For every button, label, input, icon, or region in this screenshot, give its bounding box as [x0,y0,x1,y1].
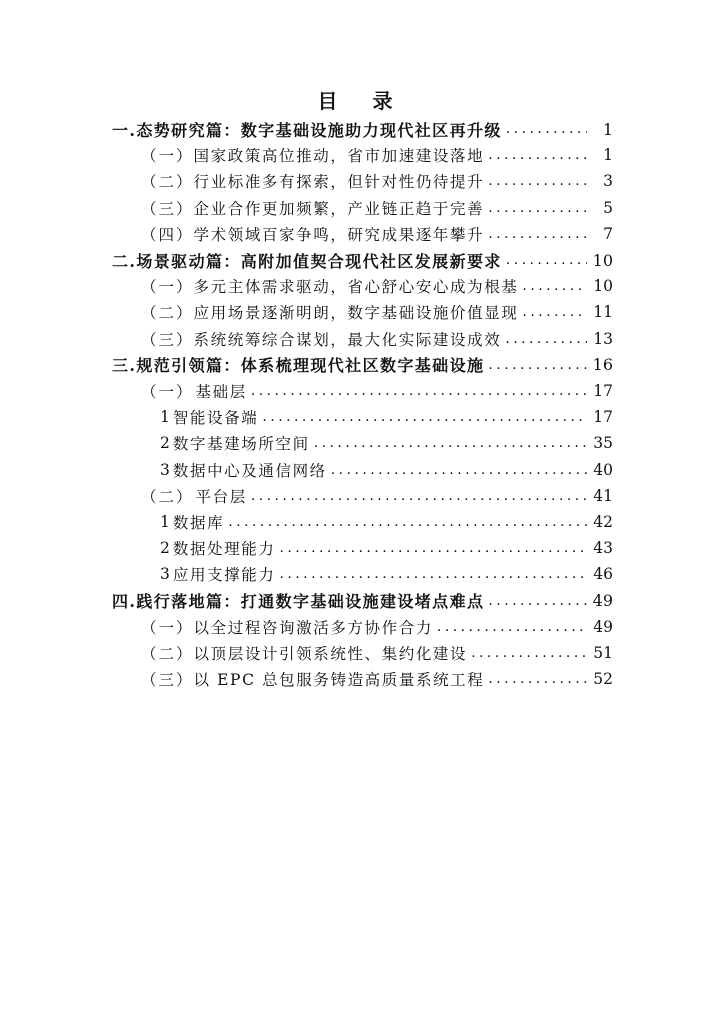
toc-entry-title: 国家政策高位推动，省市加速建设落地 [193,147,485,166]
toc-dot-leader [488,226,587,242]
toc-entry-number: （一） [141,278,194,297]
toc-entry-title: 态势研究篇：数字基础设施助力现代社区再升级 [136,120,502,140]
toc-entry-number: 三. [112,356,137,376]
toc-entry-level2[interactable] [141,666,613,692]
toc-entry-number: 3 [160,565,170,584]
toc-entry-title: 数字基建场所空间 [172,435,310,454]
toc-entry-number: （二） [141,304,194,323]
toc-entry-level1[interactable] [112,352,613,378]
toc-entry-level2[interactable] [141,640,613,666]
toc-page-number: 49 [592,591,613,611]
toc-dot-leader [488,671,587,687]
toc-page-number: 40 [593,460,613,479]
toc-dot-leader [314,435,587,451]
toc-entry-level3[interactable] [160,561,613,587]
toc-entry-title: 智能设备端 [172,409,259,428]
toc-entry-level2[interactable] [141,221,613,247]
toc-entry-number: 二. [112,251,137,271]
toc-entry-title: 学术领域百家争鸣，研究成果逐年攀升 [193,225,485,244]
toc-page-number: 7 [603,224,613,243]
toc-entry-number: 3 [160,460,170,479]
toc-page-number: 49 [593,617,613,636]
toc-entry-level1[interactable] [112,588,613,614]
toc-entry-title: 基础层 [195,383,247,401]
toc-page-number: 17 [593,408,613,427]
toc-entry-number: （一） [141,383,194,401]
toc-entry-title: 以顶层设计引领系统性、集约化建设 [193,645,468,663]
toc-dot-leader [506,121,587,137]
toc-dot-leader [251,383,587,399]
toc-entry-level3[interactable] [160,404,613,430]
toc-dot-leader [488,173,587,189]
toc-entry-title: 平台层 [195,487,247,506]
toc-dot-leader [437,619,587,635]
toc-entry-level2[interactable] [141,195,613,221]
toc-page-number: 17 [593,382,613,400]
toc-entry-number: （三） [141,330,194,349]
toc-entry-number: 2 [160,434,170,453]
toc-dot-leader [522,304,587,320]
toc-entry-number: 四. [112,592,137,612]
toc-dot-leader [331,462,587,478]
toc-page-number: 11 [593,303,613,322]
toc-entry-number: （三） [141,199,194,218]
toc-page-number: 35 [593,434,613,453]
toc-entry-title: 数据中心及通信网络 [172,461,327,480]
toc-page-number: 43 [593,539,613,558]
toc-page-number: 52 [593,670,613,689]
toc-entry-level2[interactable] [141,299,613,325]
toc-entry-level3[interactable] [160,535,613,561]
toc-entry-title: 应用支撑能力 [172,566,276,585]
toc-entry-level2[interactable] [141,614,613,640]
toc-entry-level2[interactable] [141,483,613,509]
toc-entry-number: 一. [112,120,137,140]
toc-dot-leader [262,409,587,425]
toc-dot-leader [505,331,587,347]
toc-entry-title: 数据处理能力 [172,540,276,559]
toc-dot-leader [279,566,587,582]
toc-dot-leader [251,488,587,504]
toc-entry-level3[interactable] [160,430,613,456]
toc-entry-title: 多元主体需求驱动，省心舒心安心成为根基 [193,278,519,297]
toc-page-number: 10 [592,250,613,270]
toc-page-number: 16 [592,355,613,375]
toc-entry-title: 数据库 [172,514,225,532]
toc-page-number: 5 [603,198,613,217]
toc-entry-title: 以全过程咨询激活多方协作合力 [193,618,433,637]
toc-entry-level2[interactable] [141,326,613,352]
toc-entry-number: 2 [160,539,170,558]
toc-entry-title: 系统统筹综合谋划，最大化实际建设成效 [193,330,502,349]
toc-entry-title: 行业标准多有探索，但针对性仍待提升 [193,173,485,192]
toc-entry-title: 企业合作更加频繁，产业链正趋于完善 [193,199,485,218]
toc-entry-title: 场景驱动篇：高附加值契合现代社区发展新要求 [136,251,502,271]
toc-entry-number: （一） [141,147,194,166]
toc-entry-number: （二） [141,173,194,192]
toc-dot-leader [228,514,587,530]
toc-entry-level3[interactable] [160,457,613,483]
toc-page-number: 3 [603,172,613,191]
toc-entry-level1[interactable] [112,116,613,142]
toc-entry-number: （一） [141,618,194,637]
toc-entry-number: 1 [160,513,170,531]
toc-entry-title: 以 EPC 总包服务铸造高质量系统工程 [193,671,485,690]
toc-entry-number: 1 [160,408,170,427]
toc-page-number: 41 [593,486,613,505]
toc-entry-level1[interactable] [112,247,613,273]
toc-dot-leader [522,278,587,294]
toc-entry-title: 应用场景逐渐明朗，数字基础设施价值显现 [193,304,519,323]
toc-entry-level3[interactable] [160,509,613,535]
toc-dot-leader [488,200,587,216]
toc-page-number: 42 [593,513,613,531]
toc-page-number: 10 [593,277,613,296]
toc-entry-title: 践行落地篇：打通数字基础设施建设堵点难点 [136,592,485,612]
toc-dot-leader [279,540,587,556]
toc-entry-level2[interactable] [141,378,613,404]
toc-entry-level2[interactable] [141,142,613,168]
toc-dot-leader [506,252,587,268]
toc-entry-level2[interactable] [141,273,613,299]
toc-dot-leader [488,147,587,163]
toc-page-number: 1 [602,119,613,139]
toc-page-number: 51 [593,644,613,662]
toc-dot-leader [488,593,587,609]
toc-dot-leader [471,645,587,661]
toc-dot-leader [488,357,587,373]
toc-entry-number: （二） [141,487,194,506]
toc-page-number: 1 [603,146,613,165]
toc-page-number: 13 [593,329,613,348]
toc-title: 目 录 [317,89,407,113]
toc-entry-number: （三） [141,671,194,690]
toc-entry-title: 规范引领篇：体系梳理现代社区数字基础设施 [136,356,485,376]
toc-page-number: 46 [593,565,613,584]
toc-entry-number: （二） [141,645,194,663]
toc-entry-level2[interactable] [141,168,613,194]
toc-entry-number: （四） [141,225,194,244]
